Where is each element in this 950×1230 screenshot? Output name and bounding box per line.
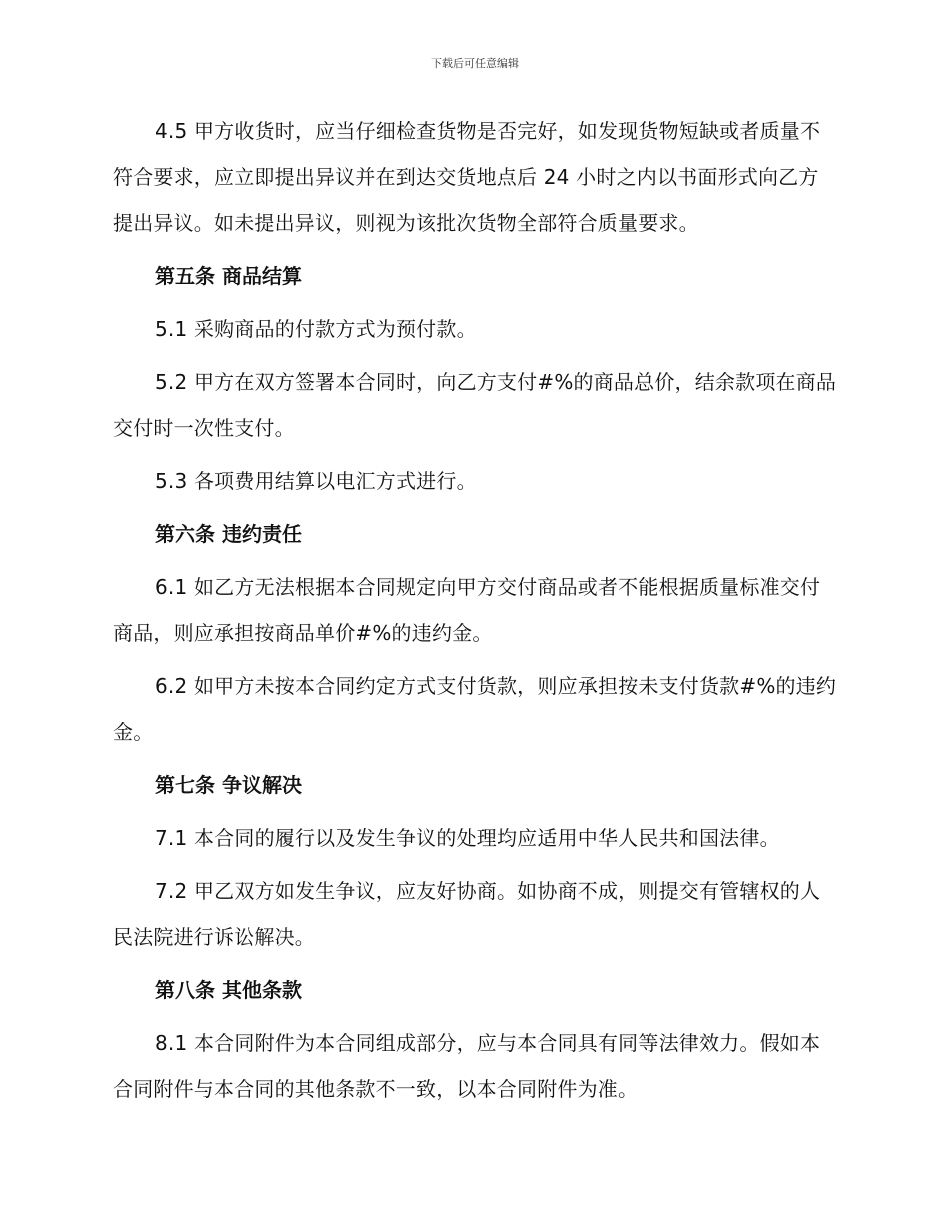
clause-6-2: 6.2 如甲方未按本合同约定方式支付货款，则应承担按未支付货款#%的违约金。 [113, 674, 837, 744]
clause-5-3: 5.3 各项费用结算以电汇方式进行。 [155, 469, 477, 493]
clause-7-1: 7.1 本合同的履行以及发生争议的处理均应适用中华人民共和国法律。 [155, 826, 780, 850]
clause-6-1: 6.1 如乙方无法根据本合同规定向甲方交付商品或者不能根据质量标准交付商品，则应承担按商品单价#%的违约金。 [113, 575, 821, 645]
article-8-heading: 第八条 其他条款 [155, 978, 302, 1002]
clause-5-1: 5.1 采购商品的付款方式为预付款。 [155, 317, 477, 341]
clause-4-5: 4.5 甲方收货时，应当仔细检查货物是否完好，如发现货物短缺或者质量不符合要求，应立即提出异议并在到达交货地点后 24 小时之内以书面形式向乙方提出异议。如未提出异议，则视为该批次货物全部符合质量要求。 [113, 119, 821, 235]
clause-8-1: 8.1 本合同附件为本合同组成部分，应与本合同具有同等法律效力。假如本合同附件与本合同的其他条款不一致，以本合同附件为准。 [113, 1031, 821, 1101]
article-7-heading: 第七条 争议解决 [155, 773, 302, 797]
clause-7-2: 7.2 甲乙双方如发生争议，应友好协商。如协商不成，则提交有管辖权的人民法院进行诉讼解决。 [113, 879, 821, 949]
clause-5-2: 5.2 甲方在双方签署本合同时，向乙方支付#%的商品总价，结余款项在商品交付时一次性支付。 [113, 370, 837, 440]
document-body [113, 108, 838, 1119]
article-6-heading: 第六条 违约责任 [155, 522, 302, 546]
header-note: 下载后可任意编辑 [431, 57, 519, 70]
article-5-heading: 第五条 商品结算 [155, 264, 302, 288]
